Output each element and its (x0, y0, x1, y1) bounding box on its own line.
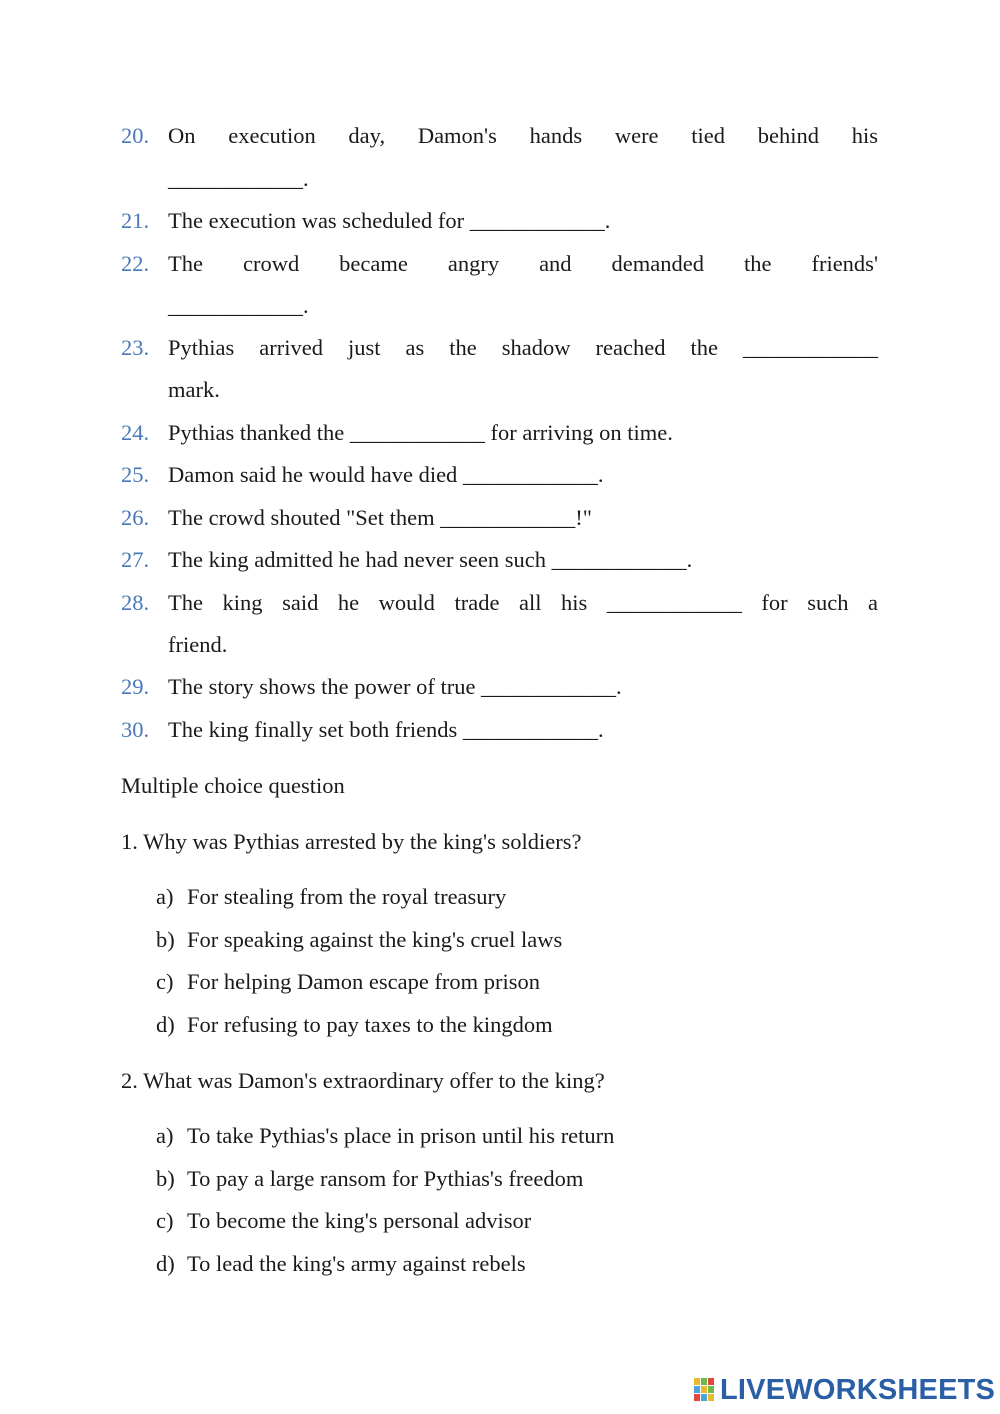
question-number: 27. (121, 547, 150, 572)
option-letter: a) (156, 1123, 174, 1148)
question-text: The crowd shouted "Set them ____________!" (168, 505, 592, 530)
liveworksheets-logo[interactable] (693, 1375, 995, 1405)
question-continuation: ____________. (168, 166, 309, 191)
question-number: 29. (121, 674, 150, 699)
question-continuation: friend. (168, 632, 228, 657)
logo-text: LIVEWORKSHEETS (720, 1374, 996, 1406)
option-text: To become the king's personal advisor (187, 1208, 532, 1233)
question-text (168, 243, 878, 285)
question-number: 21. (121, 208, 150, 233)
question-number: 28. (121, 590, 150, 615)
option-text: For helping Damon escape from prison (187, 969, 541, 994)
question-text (168, 115, 878, 157)
mcq-option[interactable] (156, 1203, 531, 1239)
option-text: To pay a large ransom for Pythias's freedom (187, 1166, 584, 1191)
question-line: Pythias arrived just as the shadow reached the ____________ (168, 335, 878, 360)
question-number: 23. (121, 335, 150, 360)
option-letter: c) (156, 1208, 174, 1233)
option-letter: d) (156, 1012, 175, 1037)
mcq-question-1: 1. Why was Pythias arrested by the king's soldiers? (121, 829, 582, 854)
question-text: The story shows the power of true ____________. (168, 674, 622, 699)
mcq-option[interactable] (156, 1118, 614, 1154)
mcq-option[interactable] (156, 964, 540, 1000)
option-text: To lead the king's army against rebels (187, 1251, 526, 1276)
option-letter: c) (156, 969, 174, 994)
question-number: 22. (121, 251, 150, 276)
option-letter: a) (156, 884, 174, 909)
option-letter: b) (156, 1166, 175, 1191)
question-number: 30. (121, 717, 150, 742)
question-text (168, 327, 878, 369)
question-line: The king said he would trade all his ____________ for such a (168, 590, 878, 615)
liveworksheets-logo-icon (693, 1377, 717, 1403)
section-heading: Multiple choice question (121, 773, 345, 798)
question-text: The king admitted he had never seen such ____________. (168, 547, 693, 572)
question-number: 20. (121, 123, 150, 148)
mcq-option[interactable] (156, 922, 562, 958)
option-text: To take Pythias's place in prison until his return (187, 1123, 615, 1148)
option-letter: d) (156, 1251, 175, 1276)
mcq-option[interactable] (156, 1161, 583, 1197)
question-text (168, 582, 878, 624)
question-line: The crowd became angry and demanded the friends' (168, 251, 878, 276)
question-line: On execution day, Damon's hands were tied behind his (168, 123, 878, 148)
question-text: Pythias thanked the ____________ for arriving on time. (168, 420, 673, 445)
option-text: For refusing to pay taxes to the kingdom (187, 1012, 553, 1037)
question-number: 26. (121, 505, 150, 530)
question-number: 24. (121, 420, 150, 445)
question-text: The execution was scheduled for ____________. (168, 208, 611, 233)
mcq-option[interactable] (156, 879, 506, 915)
option-text: For speaking against the king's cruel laws (187, 927, 563, 952)
mcq-option[interactable] (156, 1007, 553, 1043)
question-number: 25. (121, 462, 150, 487)
question-text: Damon said he would have died ____________. (168, 462, 604, 487)
mcq-question-2: 2. What was Damon's extraordinary offer to the king? (121, 1068, 605, 1093)
mcq-option[interactable] (156, 1246, 526, 1282)
option-text: For stealing from the royal treasury (187, 884, 507, 909)
option-letter: b) (156, 927, 175, 952)
question-continuation: ____________. (168, 293, 309, 318)
question-continuation: mark. (168, 377, 220, 402)
question-text: The king finally set both friends ____________. (168, 717, 604, 742)
